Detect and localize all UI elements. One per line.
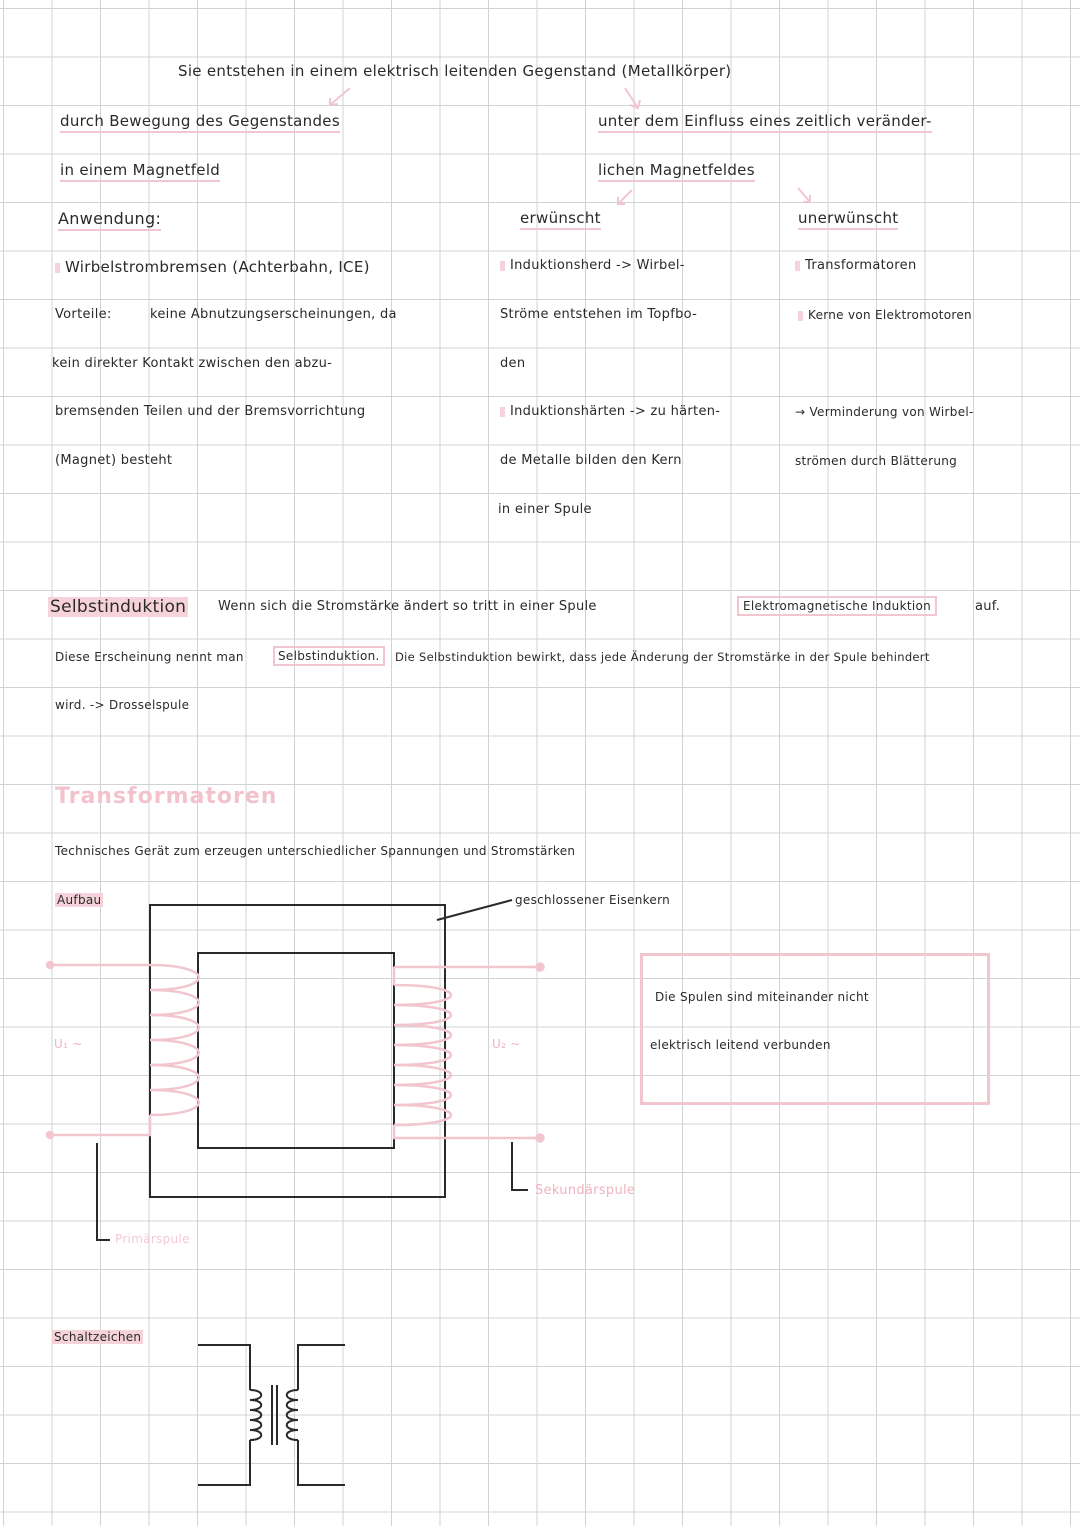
- aufbau-label: Aufbau: [57, 893, 102, 907]
- selbstinduktion-heading: Selbstinduktion: [50, 597, 187, 617]
- undesired-line-4: strömen durch Blätterung: [795, 454, 958, 468]
- secondary-coil: [394, 964, 544, 1142]
- undesired-line-2: Kerne von Elektromotoren: [798, 308, 972, 322]
- undesired-line-3: → Verminderung von Wirbel-: [795, 405, 974, 419]
- selbst-text-2b: Selbstinduktion.: [273, 646, 385, 666]
- selbst-text-2a: Diese Erscheinung nennt man: [55, 650, 244, 664]
- undesired-line-1: Transformatoren: [795, 258, 916, 273]
- arrow-left-icon: [330, 88, 350, 105]
- selbst-boxed-term: Elektromagnetische Induktion: [737, 596, 937, 616]
- desired-line-6: in einer Spule: [498, 502, 592, 517]
- left-line-1: durch Bewegung des Gegenstandes: [60, 112, 340, 133]
- u2-label: U₂ ~: [492, 1037, 521, 1051]
- right-line-1: unter dem Einfluss eines zeitlich veränder-: [598, 112, 932, 133]
- secondary-leader-line: [512, 1142, 528, 1190]
- primary-coil: [47, 962, 199, 1138]
- desired-line-2: Ströme entstehen im Topfbo-: [500, 307, 698, 322]
- undesired-title: unerwünscht: [798, 209, 898, 230]
- note-line-1: Die Spulen sind miteinander nicht: [655, 990, 869, 1004]
- u1-label: U₁ ~: [54, 1037, 83, 1051]
- trafo-description: Technisches Gerät zum erzeugen unterschiedlicher Spannungen und Stromstärken: [55, 844, 576, 858]
- arrow-desired-icon: [618, 190, 632, 204]
- core-leader-line: [437, 900, 512, 920]
- wirbelstrombremsen-item: Wirbelstrombremsen (Achterbahn, ICE): [55, 258, 370, 276]
- transformatoren-heading: Transformatoren: [55, 784, 278, 809]
- left-line-4: bremsenden Teilen und der Bremsvorrichtung: [55, 404, 366, 419]
- selbst-text-3: wird. -> Drosselspule: [55, 698, 190, 712]
- desired-line-1: Induktionsherd -> Wirbel-: [500, 258, 685, 273]
- selbst-text-1: Wenn sich die Stromstärke ändert so tritt in einer Spule: [218, 599, 597, 614]
- intro-text: Sie entstehen in einem elektrisch leitenden Gegenstand (Metallkörper): [178, 62, 732, 80]
- desired-line-5: de Metalle bilden den Kern: [500, 453, 682, 468]
- vorteile-text: keine Abnutzungserscheinungen, da: [150, 307, 397, 322]
- schaltzeichen-label: Schaltzeichen: [54, 1330, 142, 1344]
- iron-core: [150, 905, 445, 1197]
- primary-coil-label: Primärspule: [115, 1232, 190, 1246]
- core-label: geschlossener Eisenkern: [515, 893, 671, 907]
- left-line-3: kein direkter Kontakt zwischen den abzu-: [52, 356, 333, 371]
- arrow-right-icon: [625, 88, 640, 108]
- left-line-2: in einem Magnetfeld: [60, 161, 220, 182]
- selbst-text-2c: Die Selbstinduktion bewirkt, dass jede Änderung der Stromstärke in der Spule behindert: [395, 650, 930, 664]
- arrow-undesired-icon: [798, 188, 810, 202]
- left-line-5: (Magnet) besteht: [55, 453, 173, 468]
- right-line-2: lichen Magnetfeldes: [598, 161, 755, 182]
- desired-line-4: Induktionshärten -> zu härten-: [500, 404, 720, 419]
- primary-leader-line: [97, 1143, 110, 1240]
- anwendung-label: Anwendung:: [58, 209, 161, 231]
- desired-title: erwünscht: [520, 209, 601, 230]
- transformer-symbol: [198, 1345, 345, 1485]
- secondary-coil-label: Sekundärspule: [535, 1183, 636, 1198]
- desired-line-3: den: [500, 356, 526, 371]
- note-line-2: elektrisch leitend verbunden: [650, 1038, 831, 1052]
- selbst-text-1-end: auf.: [975, 599, 1001, 614]
- vorteile-label: Vorteile:: [55, 307, 112, 322]
